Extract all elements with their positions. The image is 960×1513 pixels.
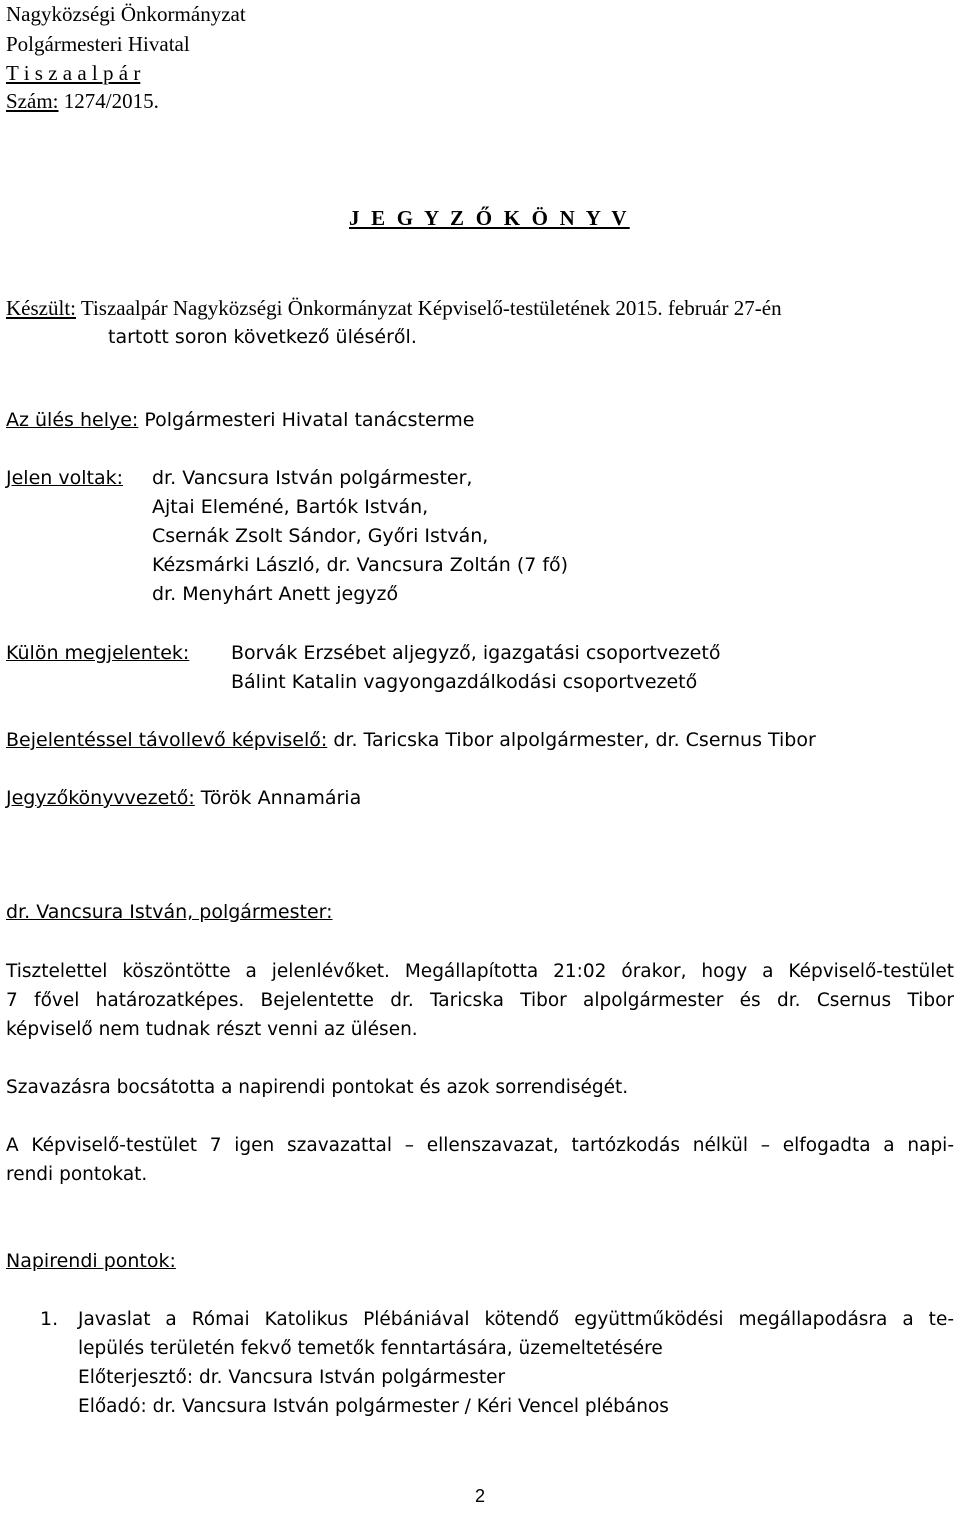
recorder-label: Jegyzőkönyvvezető: — [6, 787, 195, 809]
place-value: Polgármesteri Hivatal tanácsterme — [144, 409, 475, 431]
recorder-value: Török Annamária — [200, 787, 362, 809]
agenda-item-line-2: lepülés területén fekvő temetők fenntartására, üzemeltetésére — [78, 1338, 663, 1359]
made-text: Tiszaalpár Nagyközségi Önkormányzat Képviselő-testületének 2015. február 27-én — [80, 296, 782, 320]
present-line-3: Csernák Zsolt Sándor, Győri István, — [152, 525, 489, 547]
place-line — [6, 406, 474, 435]
recorder-line — [6, 784, 361, 813]
reference-number-value: 1274/2015. — [63, 89, 159, 113]
reference-number-label: Szám: — [6, 89, 59, 113]
office-name: Nagyközségi Önkormányzat — [6, 2, 246, 26]
absent-label: Bejelentéssel távollevő képviselő: — [6, 729, 328, 751]
town-name: T i s z a a l p á r — [6, 61, 141, 85]
place-label: Az ülés helye: — [6, 409, 139, 431]
document-title: J E G Y Z Ő K Ö N Y V — [349, 206, 630, 230]
agenda-heading: Napirendi pontok: — [6, 1250, 176, 1272]
reference-number — [6, 87, 159, 116]
agenda-item-line-1: Javaslat a Római Katolikus Plébániával kötendő együttműködési megállapodásra a te- — [78, 1309, 954, 1330]
agenda-item-line-3: Előterjesztő: dr. Vancsura István polgármester — [78, 1367, 506, 1388]
present-line-1: dr. Vancsura István polgármester, — [152, 467, 473, 489]
absent-value: dr. Taricska Tibor alpolgármester, dr. Csernus Tibor — [333, 729, 816, 751]
speaker-heading: dr. Vancsura István, polgármester: — [6, 901, 333, 923]
present-line-2: Ajtai Eleméné, Bartók István, — [152, 496, 429, 518]
agenda-item-line-4: Előadó: dr. Vancsura István polgármester / Kéri Vencel plébános — [78, 1396, 669, 1417]
para3-line-1: A Képviselő-testület 7 igen szavazattal – ellenszavazat, tartózkodás nélkül – elfogadta a napi- — [6, 1135, 954, 1156]
present-line-5: dr. Menyhárt Anett jegyző — [152, 583, 399, 605]
para3-line-2: rendi pontokat. — [6, 1164, 148, 1185]
absent-line — [6, 726, 816, 755]
separately-label — [6, 639, 189, 668]
present-line-4: Kézsmárki László, dr. Vancsura Zoltán (7 fő) — [152, 554, 569, 576]
para1-line-2: 7 fővel határozatképes. Bejelentette dr. Taricska Tibor alpolgármester és dr. Csernus Tibor — [6, 990, 954, 1011]
made-text-cont: tartott soron következő üléséről. — [108, 326, 417, 348]
para1-line-1: Tisztelettel köszöntötte a jelenlévőket. Megállapította 21:02 órakor, hogy a Képviselő-testület — [6, 961, 954, 982]
para1-line-3: képviselő nem tudnak részt venni az ülésen. — [6, 1019, 418, 1040]
page-number: 2 — [474, 1486, 485, 1506]
para2: Szavazásra bocsátotta a napirendi pontokat és azok sorrendiségét. — [6, 1077, 629, 1098]
agenda-item-number: 1. — [40, 1308, 59, 1330]
separately-line-2: Bálint Katalin vagyongazdálkodási csoportvezető — [231, 671, 698, 693]
made-line — [6, 294, 782, 323]
separately-line-1: Borvák Erzsébet aljegyző, igazgatási csoportvezető — [231, 642, 721, 664]
office-subname: Polgármesteri Hivatal — [6, 32, 190, 56]
made-label: Készült: — [6, 296, 76, 320]
separately-label-text: Külön megjelentek: — [6, 642, 190, 664]
present-label — [6, 464, 123, 493]
present-label-text: Jelen voltak: — [6, 467, 123, 489]
